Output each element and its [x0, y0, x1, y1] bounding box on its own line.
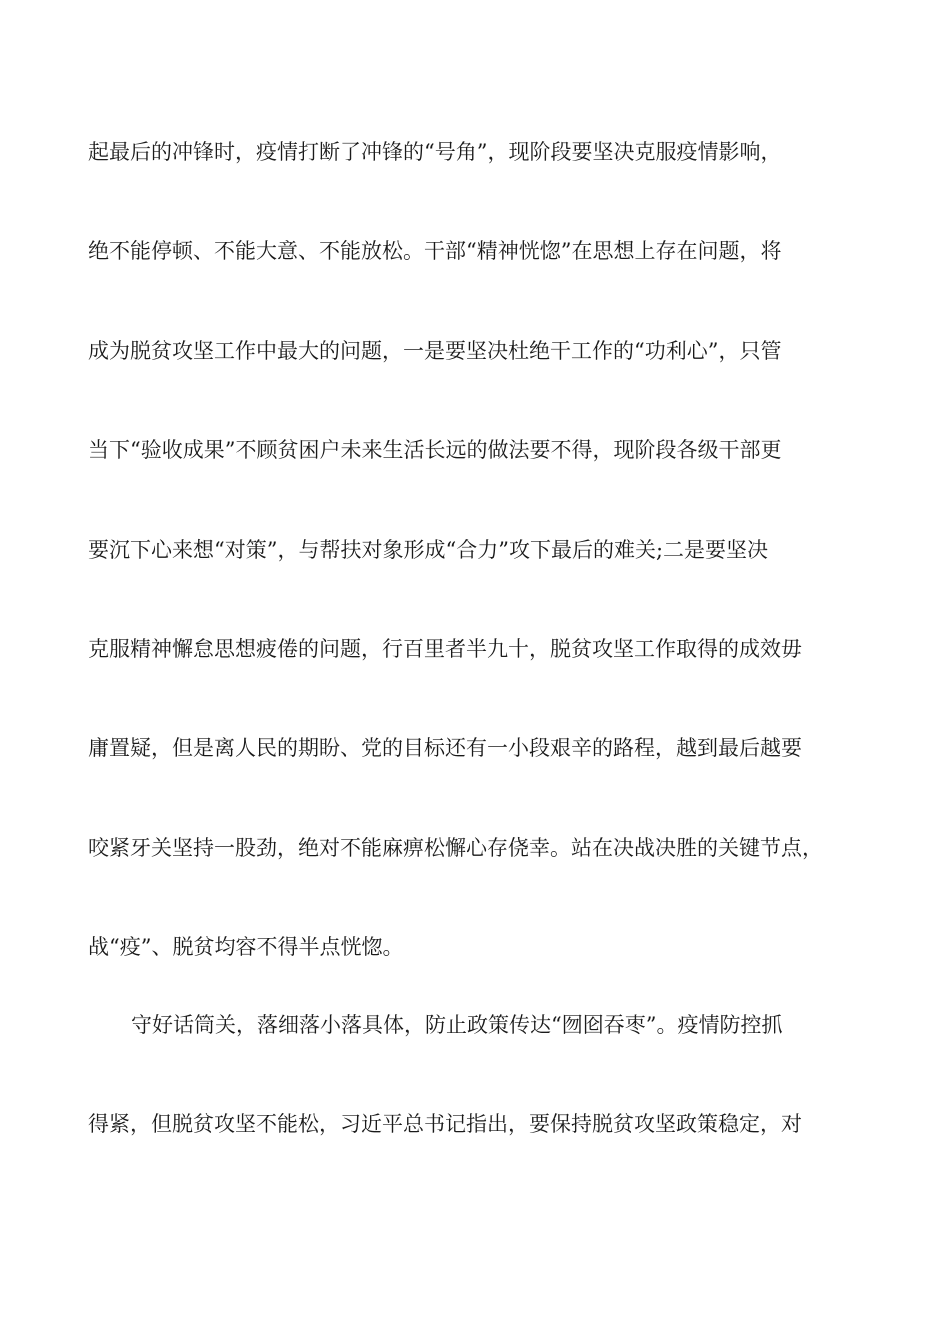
text-line-7: 庸置疑，但是离人民的期盼、党的目标还有一小段艰辛的路程，越到最后越要	[88, 736, 802, 760]
text-line-9: 战“疫”、脱贫均容不得半点恍惚。	[88, 935, 404, 959]
text-line-8: 咬紧牙关坚持一股劲，绝对不能麻痹松懈心存侥幸。站在决战决胜的关键节点，	[88, 836, 823, 860]
text-line-6: 克服精神懈怠思想疲倦的问题，行百里者半九十，脱贫攻坚工作取得的成效毋	[88, 637, 802, 661]
text-line-11: 得紧，但脱贫攻坚不能松，习近平总书记指出，要保持脱贫攻坚政策稳定，对	[88, 1112, 802, 1136]
text-line-1: 起最后的冲锋时，疫情打断了冲锋的“号角”，现阶段要坚决克服疫情影响，	[88, 140, 782, 164]
text-line-5: 要沉下心来想“对策”，与帮扶对象形成“合力”攻下最后的难关;二是要坚决	[88, 538, 769, 562]
text-line-3: 成为脱贫攻坚工作中最大的问题，一是要坚决杜绝干工作的“功利心”，只管	[88, 339, 782, 363]
text-line-4: 当下“验收成果”不顾贫困户未来生活长远的做法要不得，现阶段各级干部更	[88, 438, 782, 462]
paragraph-2-first-line: 守好话筒关，落细落小落具体，防止政策传达“囫囵吞枣”。疫情防控抓	[131, 1013, 783, 1037]
text-line-2: 绝不能停顿、不能大意、不能放松。干部“精神恍惚”在思想上存在问题，将	[88, 239, 782, 263]
